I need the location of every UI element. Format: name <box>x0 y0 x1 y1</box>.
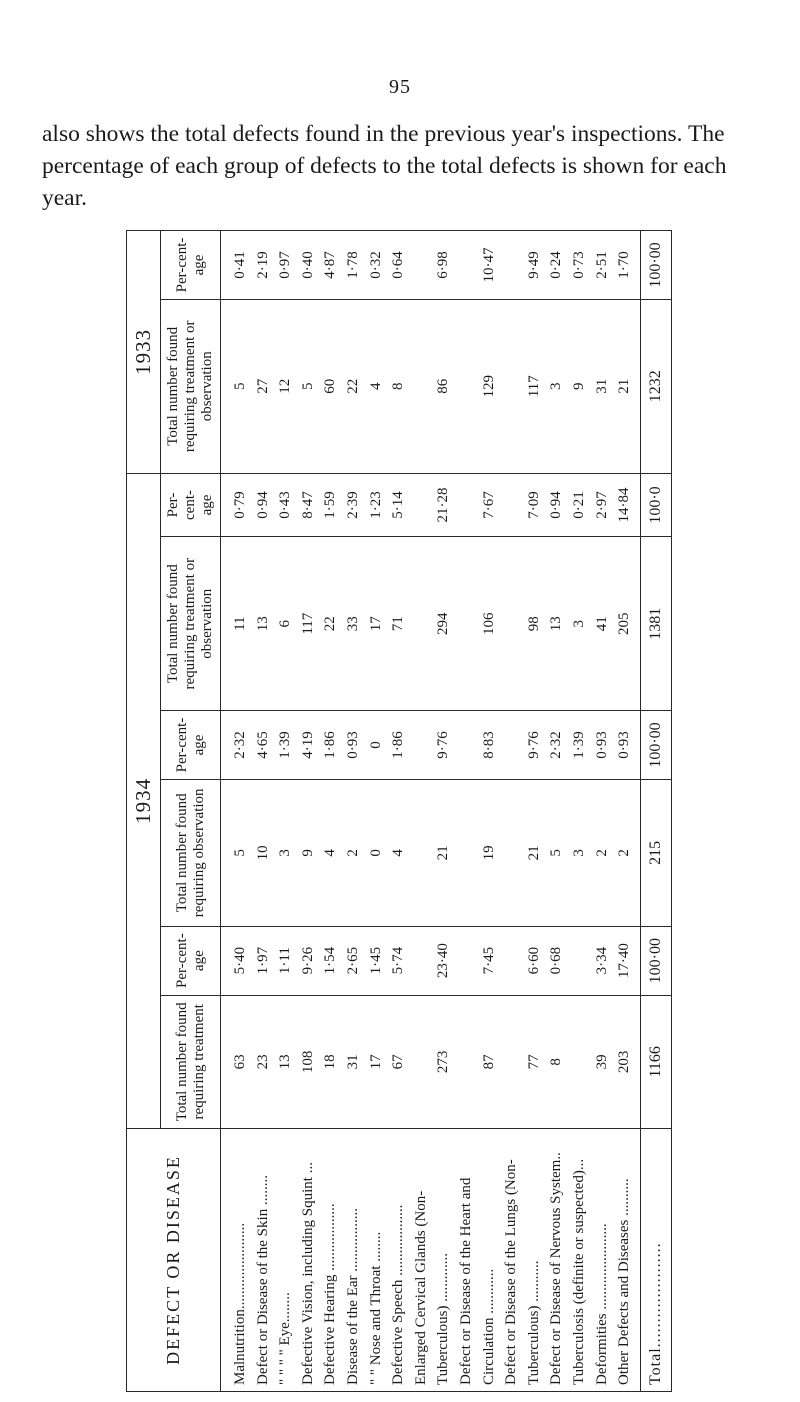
table-cell <box>410 1002 455 1122</box>
cell-value: 9·76 <box>435 731 452 759</box>
table-cell: 2·51 <box>593 251 610 279</box>
defect-name: Disease of the Ear ................. <box>344 1207 361 1385</box>
table-cell: 0·93 <box>593 731 610 759</box>
total-value: 1232 <box>640 299 671 473</box>
table-cell: 0·41 <box>232 251 248 279</box>
table-cell: 0 <box>367 849 384 857</box>
table-cell <box>500 717 545 773</box>
cell-value: 21 <box>435 845 452 861</box>
values-column <box>221 231 641 300</box>
table-cell <box>410 306 455 467</box>
table-cell <box>410 480 455 531</box>
defect-names-column <box>221 1129 641 1392</box>
table-cell: 0·93 <box>616 731 633 759</box>
values-column <box>221 779 641 926</box>
table-cell: 5 <box>299 382 316 391</box>
table-cell: 5 <box>548 849 565 857</box>
table-cell: 8 <box>390 382 407 391</box>
page-number: 95 <box>389 76 411 98</box>
values-column <box>221 473 641 537</box>
table-cell <box>568 933 591 989</box>
defect-name: " " Nose and Throat ........ <box>367 1231 384 1385</box>
table-cell: 67 <box>390 1054 407 1070</box>
cell-value: 9·49 <box>525 251 542 279</box>
table-cell: 33 <box>344 616 361 632</box>
defect-name: Malnutrition....................... <box>232 1222 248 1385</box>
table-cell: 1·45 <box>367 946 384 975</box>
cell-value: 86 <box>435 378 452 394</box>
col-header-treatment-1934: Total number found requiring treatment <box>161 995 221 1128</box>
defect-name: Deformities ....................... <box>593 1223 610 1385</box>
table-cell: 0·64 <box>390 251 407 279</box>
table-cell: 4 <box>367 382 384 391</box>
table-cell: 5·40 <box>232 946 248 975</box>
col-header-percentage: Per-cent-age <box>161 711 221 780</box>
defect-name: Defect or Disease of Nervous System.. <box>548 1152 565 1385</box>
table-cell <box>455 237 500 293</box>
table-cell <box>455 480 500 531</box>
table-cell: 17 <box>367 1054 384 1070</box>
defect-name: Defect or Disease of the Skin ........ <box>254 1175 271 1385</box>
table-cell: 2 <box>616 849 633 857</box>
table-cell: 4 <box>390 849 407 857</box>
total-value: 100·00 <box>640 926 671 995</box>
table-body-row <box>221 231 641 1392</box>
table-cell: 1·86 <box>390 731 407 759</box>
defect-column-header: DEFECT OR DISEASE <box>127 1129 221 1392</box>
table-cell <box>500 306 545 467</box>
values-column <box>221 926 641 995</box>
table-cell: 3 <box>570 619 587 628</box>
table-cell: 2·65 <box>344 946 361 975</box>
col-header-observation-1934: Total number found requiring observation <box>161 779 221 926</box>
defect-name: Defect or Disease of the Lungs (Non-Tuberculous) ........... <box>503 1159 542 1385</box>
table-cell: 0·93 <box>344 731 361 759</box>
cell-value: 129 <box>480 375 497 398</box>
table-cell: 41 <box>593 616 610 632</box>
table-cell: 31 <box>344 1054 361 1070</box>
cell-value: 21·28 <box>435 487 452 523</box>
table-cell: 22 <box>322 616 339 632</box>
defects-table <box>126 230 672 1392</box>
table-cell <box>500 1002 545 1122</box>
table-cell: 0·79 <box>232 491 248 519</box>
col-header-percentage: Per-cent-age <box>161 926 221 995</box>
defect-name: Defective Hearing .................. <box>322 1203 339 1385</box>
defect-name: Enlarged Cervical Glands (Non-Tuberculous) ............. <box>412 1190 452 1385</box>
table-cell: 3 <box>277 849 294 857</box>
table-cell: 13 <box>548 616 565 632</box>
defect-name: Other Defects and Diseases .......... <box>616 1178 633 1385</box>
cell-value: 21 <box>525 845 542 861</box>
table-cell: 2 <box>344 849 361 857</box>
table-cell: 0·68 <box>548 946 565 975</box>
table-cell <box>500 786 545 920</box>
cell-value: 106 <box>480 612 497 635</box>
table-cell: 1·39 <box>570 731 587 759</box>
cell-value: 8·83 <box>480 731 497 759</box>
table-cell: 12 <box>277 378 294 394</box>
total-label: Total..................... <box>640 1129 671 1392</box>
table-cell: 0·21 <box>570 491 587 519</box>
cell-value: 6·60 <box>525 946 542 975</box>
cell-value: 9·76 <box>525 731 542 759</box>
table-cell <box>455 786 500 920</box>
table-cell: 0·94 <box>254 491 271 519</box>
table-cell: 27 <box>254 378 271 394</box>
table-cell <box>455 933 500 989</box>
cell-value: 294 <box>435 612 452 635</box>
table-cell: 0 <box>367 741 384 749</box>
cell-value: 6·98 <box>435 251 452 279</box>
table-cell: 1·11 <box>277 947 294 975</box>
values-column <box>221 537 641 711</box>
table-cell: 2·19 <box>254 251 271 279</box>
table-cell: 9·26 <box>299 946 316 975</box>
table-cell: 14·84 <box>616 487 633 523</box>
defect-name: Defect or Disease of the Heart and Circulation ............ <box>457 1177 497 1385</box>
table-cell: 2·32 <box>232 731 248 759</box>
table-cell: 117 <box>299 612 316 635</box>
table-cell: 6 <box>277 619 294 628</box>
table-cell: 31 <box>593 378 610 394</box>
table-cell: 8 <box>548 1058 565 1066</box>
table-cell: 205 <box>616 612 633 635</box>
table-cell: 2·97 <box>593 491 610 519</box>
total-value: 100·00 <box>640 711 671 780</box>
table-cell: 5 <box>232 382 248 391</box>
table-cell: 21 <box>616 378 633 394</box>
intro-paragraph: also shows the total defects found in the previous year's inspections. The percentage of each group of defects to the total defects is shown for each year. <box>42 121 727 211</box>
table-cell: 0·40 <box>299 251 316 279</box>
total-value: 100·00 <box>640 231 671 300</box>
table-cell <box>410 717 455 773</box>
table-cell: 13 <box>254 616 271 632</box>
cell-value: 98 <box>525 616 542 632</box>
cell-value: 19 <box>480 845 497 861</box>
table-cell: 39 <box>593 1054 610 1070</box>
table-cell: 22 <box>344 378 361 394</box>
table-cell: 0·73 <box>570 251 587 279</box>
cell-value: 117 <box>525 375 542 398</box>
table-cell: 0·24 <box>548 251 565 279</box>
table-cell: 0·43 <box>277 491 294 519</box>
table-cell <box>410 237 455 293</box>
table-cell: 1·39 <box>277 731 294 759</box>
table-cell: 1·70 <box>616 251 633 279</box>
total-value: 1166 <box>640 995 671 1128</box>
defect-name: " " " " Eye........ <box>277 1292 294 1385</box>
table-cell: 4·19 <box>299 731 316 759</box>
table-cell <box>455 717 500 773</box>
table-cell: 203 <box>616 1050 633 1074</box>
table-cell: 1·78 <box>344 251 361 279</box>
values-column <box>221 711 641 780</box>
table-cell: 1·86 <box>322 731 339 759</box>
col-header-percentage: Per-cent-age <box>161 231 221 300</box>
table-cell: 17·40 <box>616 943 633 979</box>
table-cell: 3·34 <box>593 946 610 975</box>
table-cell <box>455 1002 500 1122</box>
cell-value: 23·40 <box>435 943 452 979</box>
total-value: 100·0 <box>640 473 671 537</box>
table-cell: 5 <box>232 849 248 857</box>
col-header-total-1933: Total number found requiring treatment or observation <box>161 299 221 473</box>
year-header-1934: 1934 <box>127 473 161 1128</box>
year-header-1933: 1933 <box>127 231 161 474</box>
col-header-percentage: Per-cent-age <box>161 473 221 537</box>
table-cell: 1·23 <box>367 491 384 519</box>
table-cell: 108 <box>299 1050 316 1074</box>
table-cell: 4·65 <box>254 731 271 759</box>
table-cell: 17 <box>367 616 384 632</box>
table-cell: 5·14 <box>390 491 407 519</box>
cell-value: 7·67 <box>480 491 497 519</box>
table-cell: 11 <box>232 616 248 631</box>
table-cell: 1·97 <box>254 946 271 975</box>
table-cell: 71 <box>390 616 407 632</box>
table-cell: 3 <box>548 382 565 391</box>
cell-value: 77 <box>525 1054 542 1070</box>
table-cell: 0·97 <box>277 251 294 279</box>
table-cell: 4 <box>322 849 339 857</box>
table-cell: 1·54 <box>322 946 339 975</box>
table-cell: 1·59 <box>322 491 339 519</box>
table-cell: 63 <box>232 1054 248 1070</box>
values-column <box>221 995 641 1128</box>
table-cell <box>500 543 545 704</box>
col-header-total-1934: Total number found requiring treatment or observation <box>161 537 221 711</box>
table-cell <box>500 933 545 989</box>
table-cell: 8·47 <box>299 491 316 519</box>
values-column <box>221 299 641 473</box>
table-cell: 3 <box>570 849 587 857</box>
table-cell: 2·32 <box>548 731 565 759</box>
table-cell <box>500 480 545 531</box>
table-cell <box>410 933 455 989</box>
table-cell: 9 <box>570 382 587 391</box>
table-cell <box>568 1002 591 1122</box>
total-value: 215 <box>640 779 671 926</box>
table-cell: 5·74 <box>390 946 407 975</box>
table-cell: 4·87 <box>322 251 339 279</box>
table-cell: 10 <box>254 845 271 861</box>
table-cell <box>455 306 500 467</box>
table-cell <box>455 543 500 704</box>
defect-name: Defective Vision, including Squint ... <box>299 1162 316 1385</box>
cell-value: 10·47 <box>480 247 497 283</box>
table-cell: 0·94 <box>548 491 565 519</box>
table-cell: 13 <box>277 1054 294 1070</box>
cell-value: 87 <box>480 1054 497 1070</box>
table-cell: 2 <box>593 849 610 857</box>
defect-name: Defective Speech ................... <box>390 1204 407 1385</box>
table-cell <box>410 786 455 920</box>
table-cell: 23 <box>254 1054 271 1070</box>
cell-value: 7·09 <box>525 491 542 519</box>
table-cell: 60 <box>322 378 339 394</box>
table-cell: 0·32 <box>367 251 384 279</box>
total-value: 1381 <box>640 537 671 711</box>
defects-table-rotated <box>126 230 696 1392</box>
table-cell <box>500 237 545 293</box>
cell-value: 273 <box>435 1050 452 1074</box>
table-cell <box>410 543 455 704</box>
table-cell: 2·39 <box>344 491 361 519</box>
total-row <box>640 231 671 1392</box>
table-cell: 18 <box>322 1054 339 1070</box>
table-cell: 9 <box>299 849 316 857</box>
defect-name: Tuberculosis (definite or suspected)... <box>570 1158 587 1385</box>
cell-value: 7·45 <box>480 946 497 975</box>
